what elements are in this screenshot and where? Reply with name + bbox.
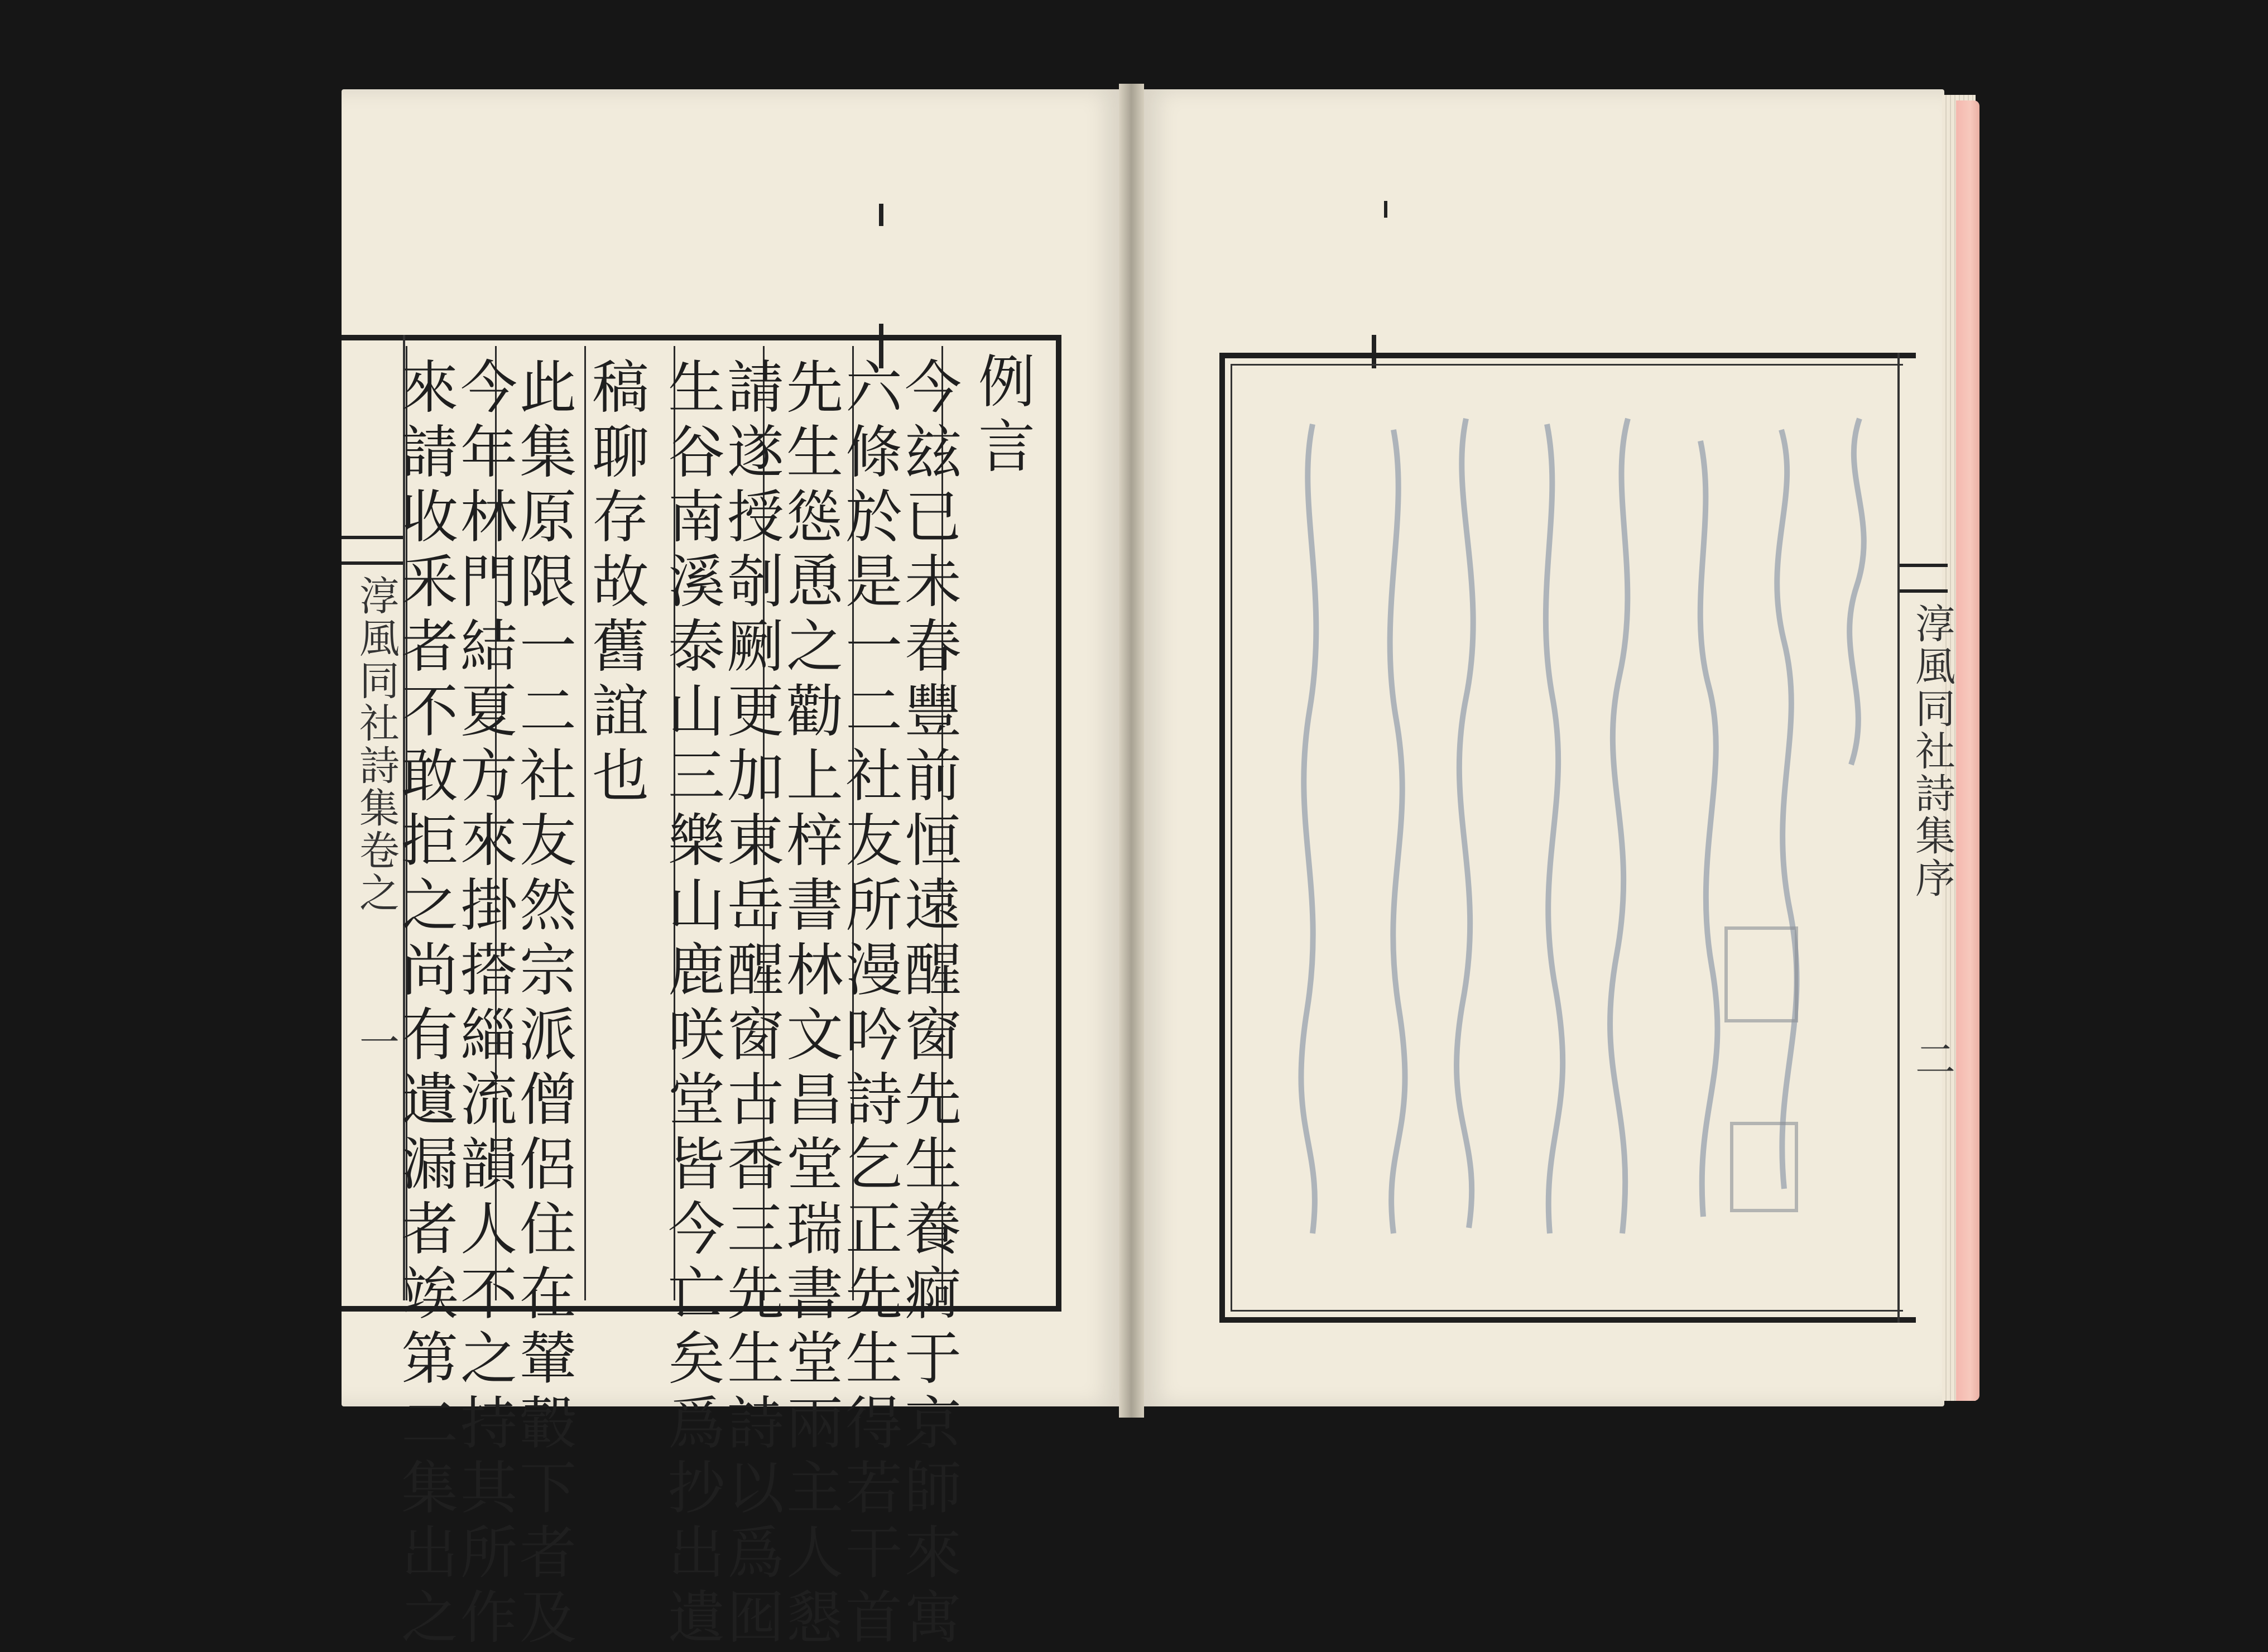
text-column: 來請收釆者不敢拒之尚有遺漏者竢第二集出之: [392, 357, 458, 1652]
show-through-calligraphy: [1596, 407, 1654, 1245]
show-through-calligraphy: [1674, 407, 1732, 1245]
text-column: 請遂授剞劂更加東岳醒窗古香三先生詩以爲囮: [718, 357, 784, 1652]
seal-stamp: [1724, 926, 1798, 1022]
binding-mark: [1384, 201, 1387, 218]
show-through-calligraphy: [1752, 407, 1810, 1245]
show-through-calligraphy: [1440, 407, 1498, 1245]
text-column: 今年林門結夏方來掛搭緇流韻人不之持其所作: [451, 357, 517, 1652]
heading-lirei: 例言: [969, 352, 1035, 481]
calligraphy-strokes: [1522, 407, 1572, 1245]
right-edge-page-number: 二: [1909, 1038, 1955, 1080]
seal-stamp: [1730, 1122, 1798, 1212]
calligraphy-strokes: [1444, 407, 1494, 1245]
text-column: 此集原限一二社友然宗派僧侶住在輦轂下者及: [510, 357, 576, 1652]
left-edge-title: 淳風同社詩集卷之: [353, 575, 400, 914]
text-column: 先生慫恿之勸上梓書林文昌堂瑞書堂兩主人懇: [777, 357, 843, 1652]
text-column: 生谷南溪泰山三樂山鹿咲堂皆今亡矣爲抄出遺: [659, 357, 725, 1652]
right-edge-title: 淳風同社詩集序: [1909, 603, 1955, 900]
text-column: 稿聊存故舊誼也: [583, 357, 649, 810]
show-through-calligraphy: [1284, 407, 1342, 1245]
calligraphy-strokes: [1756, 407, 1806, 1245]
book-gutter: [1119, 84, 1144, 1418]
text-column: 今玆已未春豐前恒遠醒窗先生養痾于京師來寓: [895, 357, 962, 1652]
calligraphy-strokes: [1600, 407, 1650, 1245]
show-through-calligraphy: [1362, 407, 1420, 1245]
calligraphy-strokes: [1834, 407, 1885, 1245]
text-column: 六條於是一二社友所漫吟詩乞正先生得若干首: [836, 357, 902, 1652]
left-edge-page-number: 一: [353, 1021, 400, 1064]
binding-mark: [879, 204, 883, 226]
calligraphy-strokes: [1366, 407, 1416, 1245]
right-fishtail-mark: [1900, 564, 1948, 593]
show-through-calligraphy: [1518, 407, 1576, 1245]
calligraphy-strokes: [1678, 407, 1728, 1245]
show-through-calligraphy: [1830, 407, 1889, 1245]
calligraphy-strokes: [1287, 407, 1338, 1245]
